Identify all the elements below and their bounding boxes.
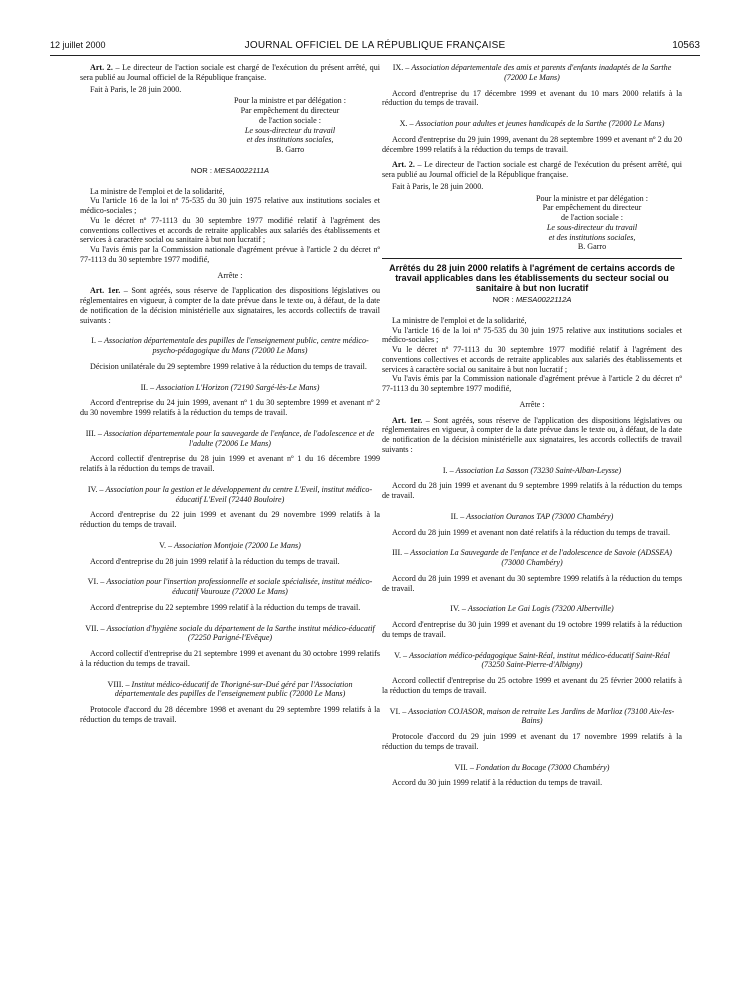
item-text: Accord d'entreprise du 28 juin 1999 relatif à la réduction du temps de travail. (90, 556, 340, 566)
signature-line: Le sous-directeur du travail (244, 125, 336, 135)
item-title: Association départementale des pupilles de l'enseignement public, centre médico-psycho-pédagogique du Mans (72000 Le Mans) (104, 336, 369, 355)
item-heading (382, 604, 682, 614)
item-number: V. – (159, 540, 175, 550)
item-number: VII. – (85, 623, 107, 633)
item-text: Accord du 28 juin 1999 et avenant du 30 septembre 1999 relatifs à la réduction du temps de travail. (382, 573, 682, 593)
signature-line: Pour la ministre et par délégation : (234, 96, 346, 106)
item-number: IX. – (392, 63, 412, 72)
signature-name: B. Garro (275, 145, 305, 154)
article-2-label: Art. 2. (90, 63, 113, 72)
fait-line: Fait à Paris, le 28 juin 2000. (392, 181, 484, 191)
item-text: Protocole d'accord du 28 décembre 1998 et avenant du 29 septembre 1999 relatifs à la réduction du temps de travail. (80, 705, 380, 724)
item-number: VI. – (87, 577, 107, 587)
preamble-line: Vu l'article 16 de la loi nº 75-535 du 30 juin 1975 relative aux institutions sociales et médico-sociales ; (382, 325, 682, 345)
item-number: I. – (91, 336, 105, 346)
arrete-line: Arrête : (217, 270, 243, 280)
page-number: 10563 (672, 40, 700, 51)
item-number: VI. – (389, 706, 409, 716)
header-rule (50, 55, 700, 56)
arrete-line: Arrête : (519, 399, 545, 409)
item-heading (80, 577, 380, 597)
preamble-line: Vu le décret nº 77-1113 du 30 septembre 1977 modifié relatif à l'agrément des conventions collectives et accords de retraite applicables aux salariés des établissements et services à caractère social ou sanitaire à but non lucratif ; (80, 215, 380, 245)
item-text: Accord du 30 juin 1999 relatif à la réduction du temps de travail. (392, 778, 603, 788)
preamble-line: La ministre de l'emploi et de la solidarité, (90, 186, 225, 196)
item-number: V. – (394, 650, 410, 660)
article-2-label: Art. 2. (392, 160, 415, 170)
signature-line: et des institutions sociales, (548, 232, 636, 242)
nor-reference (80, 166, 380, 176)
item-heading (382, 763, 682, 773)
item-title: Association départementale pour la sauvegarde de l'enfance, de l'adolescence et de l'adulte (72006 Le Mans) (103, 428, 375, 448)
item-heading (80, 485, 380, 505)
item-heading (382, 466, 682, 476)
item-title: Association Ouranos TAP (73000 Chambéry) (466, 511, 614, 521)
signature-line: Pour la ministre et par délégation : (536, 193, 648, 203)
section-title: Arrêtés du 28 juin 2000 relatifs à l'agrément de certains accords de travail applicables dans les établissements du secteur social ou sanitaire à but non lucratif (389, 263, 675, 293)
signature-line: de l'action sociale : (259, 115, 321, 125)
item-text: Décision unilatérale du 29 septembre 1999 relative à la réduction du temps de travail. (90, 361, 367, 371)
nor-label: NOR : (190, 165, 215, 175)
preamble-line: Vu l'avis émis par la Commission nationale d'agrément prévue à l'article 2 du décret nº 77-1113 du 30 septembre 1977 modifié, (382, 374, 682, 393)
item-text: Accord d'entreprise du 30 juin 1999 et avenant du 19 octobre 1999 relatifs à la réduction du temps de travail. (382, 620, 682, 639)
item-heading (382, 707, 682, 727)
article-1-text: – Sont agréés, sous réserve de l'application des dispositions législatives ou réglementaires en vigueur, à compter de la date prévue dans le texte ou, à défaut, de la date de notification de la décision ministérielle aux signataires, les accords collectifs de travail suivants : (80, 286, 380, 325)
article-2-text: – Le directeur de l'action sociale est chargé de l'exécution du présent arrêté, qui sera publié au Journal officiel de la République française. (382, 160, 683, 179)
item-title: Association Montjoie (72000 Le Mans) (174, 540, 301, 550)
item-text: Accord collectif d'entreprise du 25 octobre 1999 et avenant du 25 février 2000 relatifs à la réduction du temps de travail. (382, 676, 682, 695)
item-number: III. – (392, 548, 411, 558)
item-heading (80, 680, 380, 700)
item-title: Association départementale des amis et parents d'enfants inadaptés de la Sarthe (72000 Le Mans) (411, 63, 672, 82)
article-1-label: Art. 1er. (90, 286, 121, 296)
signature-line: Par empêchement du directeur (240, 106, 340, 115)
item-text: Accord du 28 juin 1999 et avenant non daté relatifs à la réduction du temps de travail. (392, 527, 671, 537)
item-heading (80, 336, 380, 356)
page-header (50, 40, 700, 54)
item-title: Association pour l'insertion professionnelle et sociale spécialisée, institut médico-éducatif Vaurouze (72000 Le Mans) (106, 577, 373, 596)
signature-block (200, 96, 380, 155)
left-column (80, 63, 380, 725)
item-text: Accord d'entreprise du 22 septembre 1999 relatif à la réduction du temps de travail. (90, 602, 361, 612)
item-heading (382, 63, 682, 83)
item-title: Fondation du Bocage (73000 Chambéry) (475, 762, 610, 772)
preamble-line: Vu l'article 16 de la loi nº 75-535 du 30 juin 1975 relative aux institutions sociales et médico-sociales ; (80, 196, 380, 215)
item-heading (382, 119, 682, 129)
item-number: VIII. – (107, 679, 132, 689)
item-title: Association pour adultes et jeunes handicapés de la Sarthe (72000 Le Mans) (415, 119, 665, 128)
journal-title: JOURNAL OFFICIEL DE LA RÉPUBLIQUE FRANÇAISE (244, 40, 506, 51)
item-text: Accord d'entreprise du 29 juin 1999, avenant du 28 septembre 1999 et avenant nº 2 du 20 décembre 1999 relatifs à la réduction du temps de travail. (382, 134, 682, 154)
item-number: IV. – (450, 604, 468, 614)
preamble-line: Vu le décret nº 77-1113 du 30 septembre 1977 modifié relatif à l'agrément des conventions collectives et accords de retraite applicables aux salariés des établissements et services à caractère social ou sanitaire à but non lucratif ; (382, 345, 682, 374)
item-text: Accord collectif d'entreprise du 28 juin 1999 et avenant nº 1 du 16 décembre 1999 relatifs à la réduction du temps de travail. (80, 454, 380, 473)
signature-name: B. Garro (577, 242, 607, 252)
nor-reference (382, 295, 682, 305)
article-2 (80, 63, 380, 83)
item-title: Association médico-pédagogique Saint-Réal, institut médico-éducatif Saint-Réal (73250 Saint-Pierre-d'Albigny) (409, 650, 670, 670)
item-text: Accord d'entreprise du 22 juin 1999 et avenant du 29 novembre 1999 relatifs à la réduction du temps de travail. (80, 510, 380, 529)
article-1-text: – Sont agréés, sous réserve de l'application des dispositions législatives ou réglementaires en vigueur, à compter de la date prévue dans le texte ou, à défaut, de la date de notification de la décision ministérielle aux signataires, les accords collectifs de travail suivants : (382, 415, 682, 454)
item-number: I. – (442, 465, 456, 475)
item-title: Association La Sauvegarde de l'enfance et de l'adolescence de Savoie (ADSSEA) (73000 Chambéry) (410, 548, 672, 567)
item-heading (382, 651, 682, 671)
item-number: III. – (85, 428, 104, 438)
item-title: Association COJASOR, maison de retraite Les Jardins de Marlioz (73100 Aix-les-Bains) (408, 706, 675, 726)
preamble-line: Vu l'avis émis par la Commission nationale d'agrément prévue à l'article 2 du décret nº 77-1113 du 30 septembre 1977 modifié, (80, 245, 380, 264)
item-text: Accord du 28 juin 1999 et avenant du 9 septembre 1999 relatifs à la réduction du temps de travail. (382, 481, 682, 500)
signature-line: de l'action sociale : (561, 213, 623, 222)
item-heading (80, 383, 380, 393)
nor-code: MESA0022111A (214, 165, 270, 175)
nor-label: NOR : (492, 295, 516, 304)
item-number: II. – (450, 511, 467, 521)
signature-line: et des institutions sociales, (246, 135, 334, 145)
article-2 (382, 160, 682, 180)
item-title: Association L'Horizon (72190 Sargé-lès-Le Mans) (156, 382, 320, 392)
item-title: Association La Sasson (73230 Saint-Alban-Leysse) (455, 465, 622, 475)
signature-line: Par empêchement du directeur (542, 203, 642, 213)
item-text: Accord collectif d'entreprise du 21 septembre 1999 et avenant du 30 octobre 1999 relatifs à la réduction du temps de travail. (80, 649, 380, 668)
item-text: Accord d'entreprise du 24 juin 1999, avenant nº 1 du 30 septembre 1999 et avenant nº 2 du 30 novembre 1999 relatifs à la réduction du temps de travail. (80, 398, 380, 417)
item-heading (382, 548, 682, 568)
item-number: II. – (140, 382, 157, 392)
item-text: Protocole d'accord du 29 juin 1999 et avenant du 17 novembre 1999 relatifs à la réduction du temps de travail. (382, 732, 682, 751)
item-number: X. – (399, 119, 416, 128)
item-title: Association Le Gai Logis (73200 Albertville) (467, 604, 614, 614)
item-number: VII. – (454, 762, 476, 772)
article-2-text: – Le directeur de l'action sociale est chargé de l'exécution du présent arrêté, qui sera publié au Journal officiel de la République française. (80, 63, 381, 82)
signature-block (502, 194, 682, 253)
right-column (382, 63, 682, 788)
item-title: Institut médico-éducatif de Thorigné-sur-Dué géré par l'Association départementale des pupilles de l'enseignement public (72000 Le Mans) (114, 679, 353, 699)
item-text: Accord d'entreprise du 17 décembre 1999 et avenant du 10 mars 2000 relatifs à la réduction du temps de travail. (382, 88, 682, 108)
item-title: Association d'hygiène sociale du département de la Sarthe institut médico-éducatif (72250 Parigné-l'Evêque) (106, 623, 375, 643)
item-heading (80, 624, 380, 644)
article-1 (382, 416, 682, 455)
item-heading (80, 429, 380, 449)
section-divider (382, 258, 682, 259)
nor-code: MESA0022112A (515, 295, 572, 304)
fait-line: Fait à Paris, le 28 juin 2000. (90, 84, 182, 94)
article-1-label: Art. 1er. (392, 415, 423, 425)
article-1 (80, 286, 380, 325)
preamble-line: La ministre de l'emploi et de la solidarité, (392, 315, 527, 325)
item-title: Association pour la gestion et le développement du centre L'Eveil, institut médico-éducatif L'Eveil (72440 Bouloire) (105, 484, 373, 504)
signature-line: Le sous-directeur du travail (546, 222, 638, 232)
item-heading (80, 541, 380, 551)
item-number: IV. – (87, 484, 106, 494)
item-heading (382, 512, 682, 522)
header-date: 12 juillet 2000 (50, 40, 106, 50)
